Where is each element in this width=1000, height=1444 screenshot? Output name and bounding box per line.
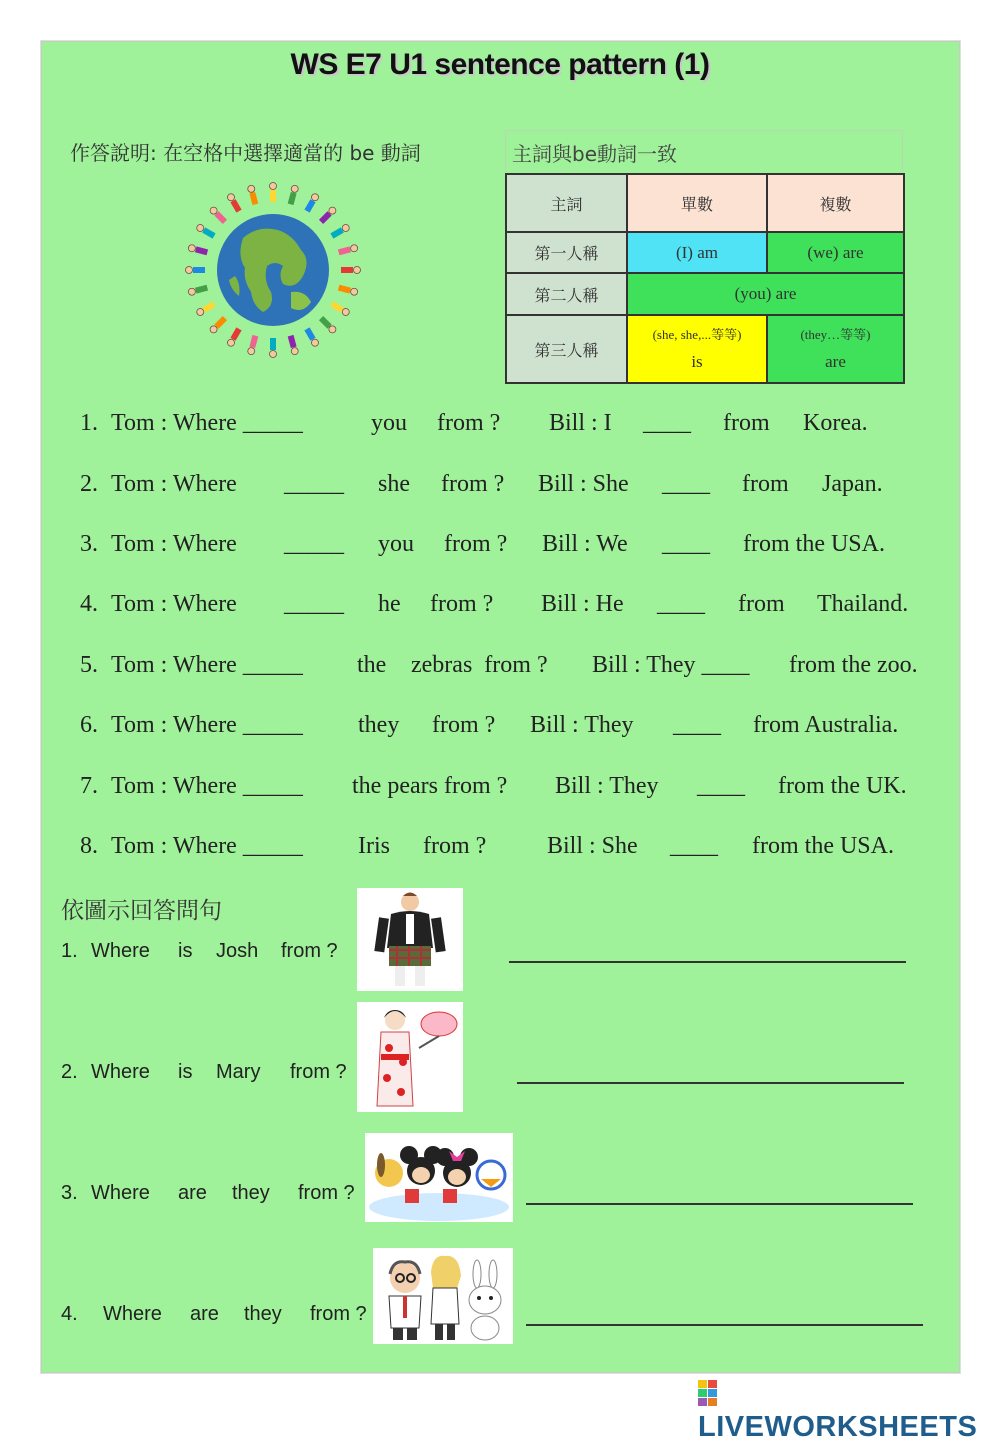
- question-text: Tom : Where _____: [111, 410, 303, 436]
- picture-cartoon-characters: [365, 1133, 513, 1222]
- question-blank[interactable]: _____: [284, 471, 344, 497]
- question-number: 5.: [80, 652, 98, 678]
- question-text: Mary: [216, 1061, 261, 1083]
- first-person-plural: (we) are: [767, 232, 904, 273]
- question-text: from ?: [281, 940, 338, 962]
- question-text: Where: [91, 1061, 150, 1083]
- question-number: 2.: [80, 471, 98, 497]
- question-text: Tom : Where _____: [111, 712, 303, 738]
- header-plural: 複數: [767, 174, 904, 232]
- question-text: zebras from ?: [411, 652, 548, 678]
- picture-section-title: 依圖示回答問句: [61, 898, 222, 924]
- answer-text: from the zoo.: [789, 652, 918, 678]
- picture-three-characters: [373, 1248, 513, 1344]
- answer-text: Bill : They ____: [592, 652, 750, 678]
- third-person-plural-note: (they…等等): [800, 327, 871, 342]
- picture-scottish-man: [357, 888, 463, 991]
- question-text: from ?: [430, 591, 494, 617]
- answer-text: Bill : I: [549, 410, 612, 436]
- answer-text: Japan.: [822, 471, 883, 497]
- question-text: from ?: [444, 531, 508, 557]
- question-text: are: [178, 1182, 207, 1204]
- question-blank[interactable]: _____: [284, 531, 344, 557]
- question-text: Where: [91, 940, 150, 962]
- answer-text: Bill : She: [547, 833, 638, 859]
- answer-text: Bill : They: [555, 773, 659, 799]
- liveworksheets-logo: [698, 1378, 1000, 1444]
- answer-line-4[interactable]: [526, 1324, 923, 1326]
- question-text: Where: [91, 1182, 150, 1204]
- header-subject: 主詞: [506, 174, 627, 232]
- question-text: Tom : Where _____: [111, 773, 303, 799]
- answer-blank[interactable]: ____: [657, 591, 705, 617]
- answer-blank[interactable]: ____: [670, 833, 718, 859]
- answer-text: from Australia.: [753, 712, 899, 738]
- question-text: from ?: [437, 410, 501, 436]
- globe-with-children-icon: [183, 180, 363, 360]
- question-text: is: [178, 1061, 193, 1083]
- third-person-singular-note: (she, she,...等等): [652, 327, 742, 342]
- question-number: 3.: [61, 1182, 78, 1204]
- question-text: they: [244, 1303, 282, 1325]
- third-person-plural: [767, 315, 904, 383]
- question-text: Where: [103, 1303, 162, 1325]
- answer-text: from: [723, 410, 770, 436]
- question-text: she: [378, 471, 410, 497]
- question-text: Tom : Where: [111, 591, 237, 617]
- answer-blank[interactable]: ____: [662, 531, 710, 557]
- question-number: 2.: [61, 1061, 78, 1083]
- header-singular: 單數: [627, 174, 767, 232]
- question-text: are: [190, 1303, 219, 1325]
- question-text: the pears from ?: [352, 773, 508, 799]
- liveworksheets-logo-icon: [698, 1380, 718, 1406]
- answer-blank[interactable]: ____: [697, 773, 745, 799]
- question-number: 1.: [80, 410, 98, 436]
- answer-line-2[interactable]: [517, 1082, 904, 1084]
- picture-kimono-girl: [357, 1002, 463, 1112]
- question-text: you: [371, 410, 407, 436]
- question-number: 4.: [61, 1303, 78, 1325]
- question-number: 8.: [80, 833, 98, 859]
- question-text: from ?: [432, 712, 496, 738]
- answer-text: from the USA.: [743, 531, 885, 557]
- logo-text: LIVEWORKSHEETS: [698, 1411, 978, 1443]
- answer-text: Bill : We: [542, 531, 628, 557]
- question-text: Tom : Where _____: [111, 833, 303, 859]
- question-text: you: [378, 531, 414, 557]
- question-text: from ?: [298, 1182, 355, 1204]
- answer-blank[interactable]: ____: [673, 712, 721, 738]
- answer-line-1[interactable]: [509, 961, 906, 963]
- question-number: 7.: [80, 773, 98, 799]
- answer-text: from the USA.: [752, 833, 894, 859]
- answer-text: Korea.: [803, 410, 868, 436]
- question-text: he: [378, 591, 401, 617]
- question-text: they: [358, 712, 400, 738]
- table-caption: 主詞與be動詞一致: [505, 130, 903, 172]
- question-text: Tom : Where _____: [111, 652, 303, 678]
- second-person-both: (you) are: [627, 273, 904, 315]
- question-number: 6.: [80, 712, 98, 738]
- answer-line-3[interactable]: [526, 1203, 913, 1205]
- row-second-person-label: 第二人稱: [506, 273, 627, 315]
- question-number: 1.: [61, 940, 78, 962]
- instructions: 作答說明: 在空格中選擇適當的 be 動詞: [70, 141, 421, 165]
- row-first-person-label: 第一人稱: [506, 232, 627, 273]
- answer-blank[interactable]: ____: [643, 410, 691, 436]
- question-text: from ?: [310, 1303, 367, 1325]
- worksheet-title: WS E7 U1 sentence pattern (1): [290, 48, 710, 81]
- question-text: is: [178, 940, 193, 962]
- question-text: Tom : Where: [111, 471, 237, 497]
- third-person-plural-verb: are: [825, 352, 846, 371]
- third-person-singular-verb: is: [691, 352, 703, 371]
- answer-text: from: [742, 471, 789, 497]
- question-text: from ?: [290, 1061, 347, 1083]
- answer-text: Thailand.: [817, 591, 909, 617]
- question-number: 3.: [80, 531, 98, 557]
- third-person-singular: [627, 315, 767, 383]
- first-person-singular: (I) am: [627, 232, 767, 273]
- question-text: they: [232, 1182, 270, 1204]
- answer-text: Bill : She: [538, 471, 629, 497]
- question-number: 4.: [80, 591, 98, 617]
- answer-blank[interactable]: ____: [662, 471, 710, 497]
- question-text: from ?: [423, 833, 487, 859]
- answer-text: from the UK.: [778, 773, 907, 799]
- question-blank[interactable]: _____: [284, 591, 344, 617]
- be-verb-table: [505, 130, 905, 384]
- question-text: Josh: [216, 940, 259, 962]
- answer-text: from: [738, 591, 785, 617]
- question-text: the: [357, 652, 387, 678]
- row-third-person-label: 第三人稱: [506, 315, 627, 383]
- question-text: Tom : Where: [111, 531, 237, 557]
- question-text: Iris: [358, 833, 390, 859]
- answer-text: Bill : They: [530, 712, 634, 738]
- answer-text: Bill : He: [541, 591, 624, 617]
- question-text: from ?: [441, 471, 505, 497]
